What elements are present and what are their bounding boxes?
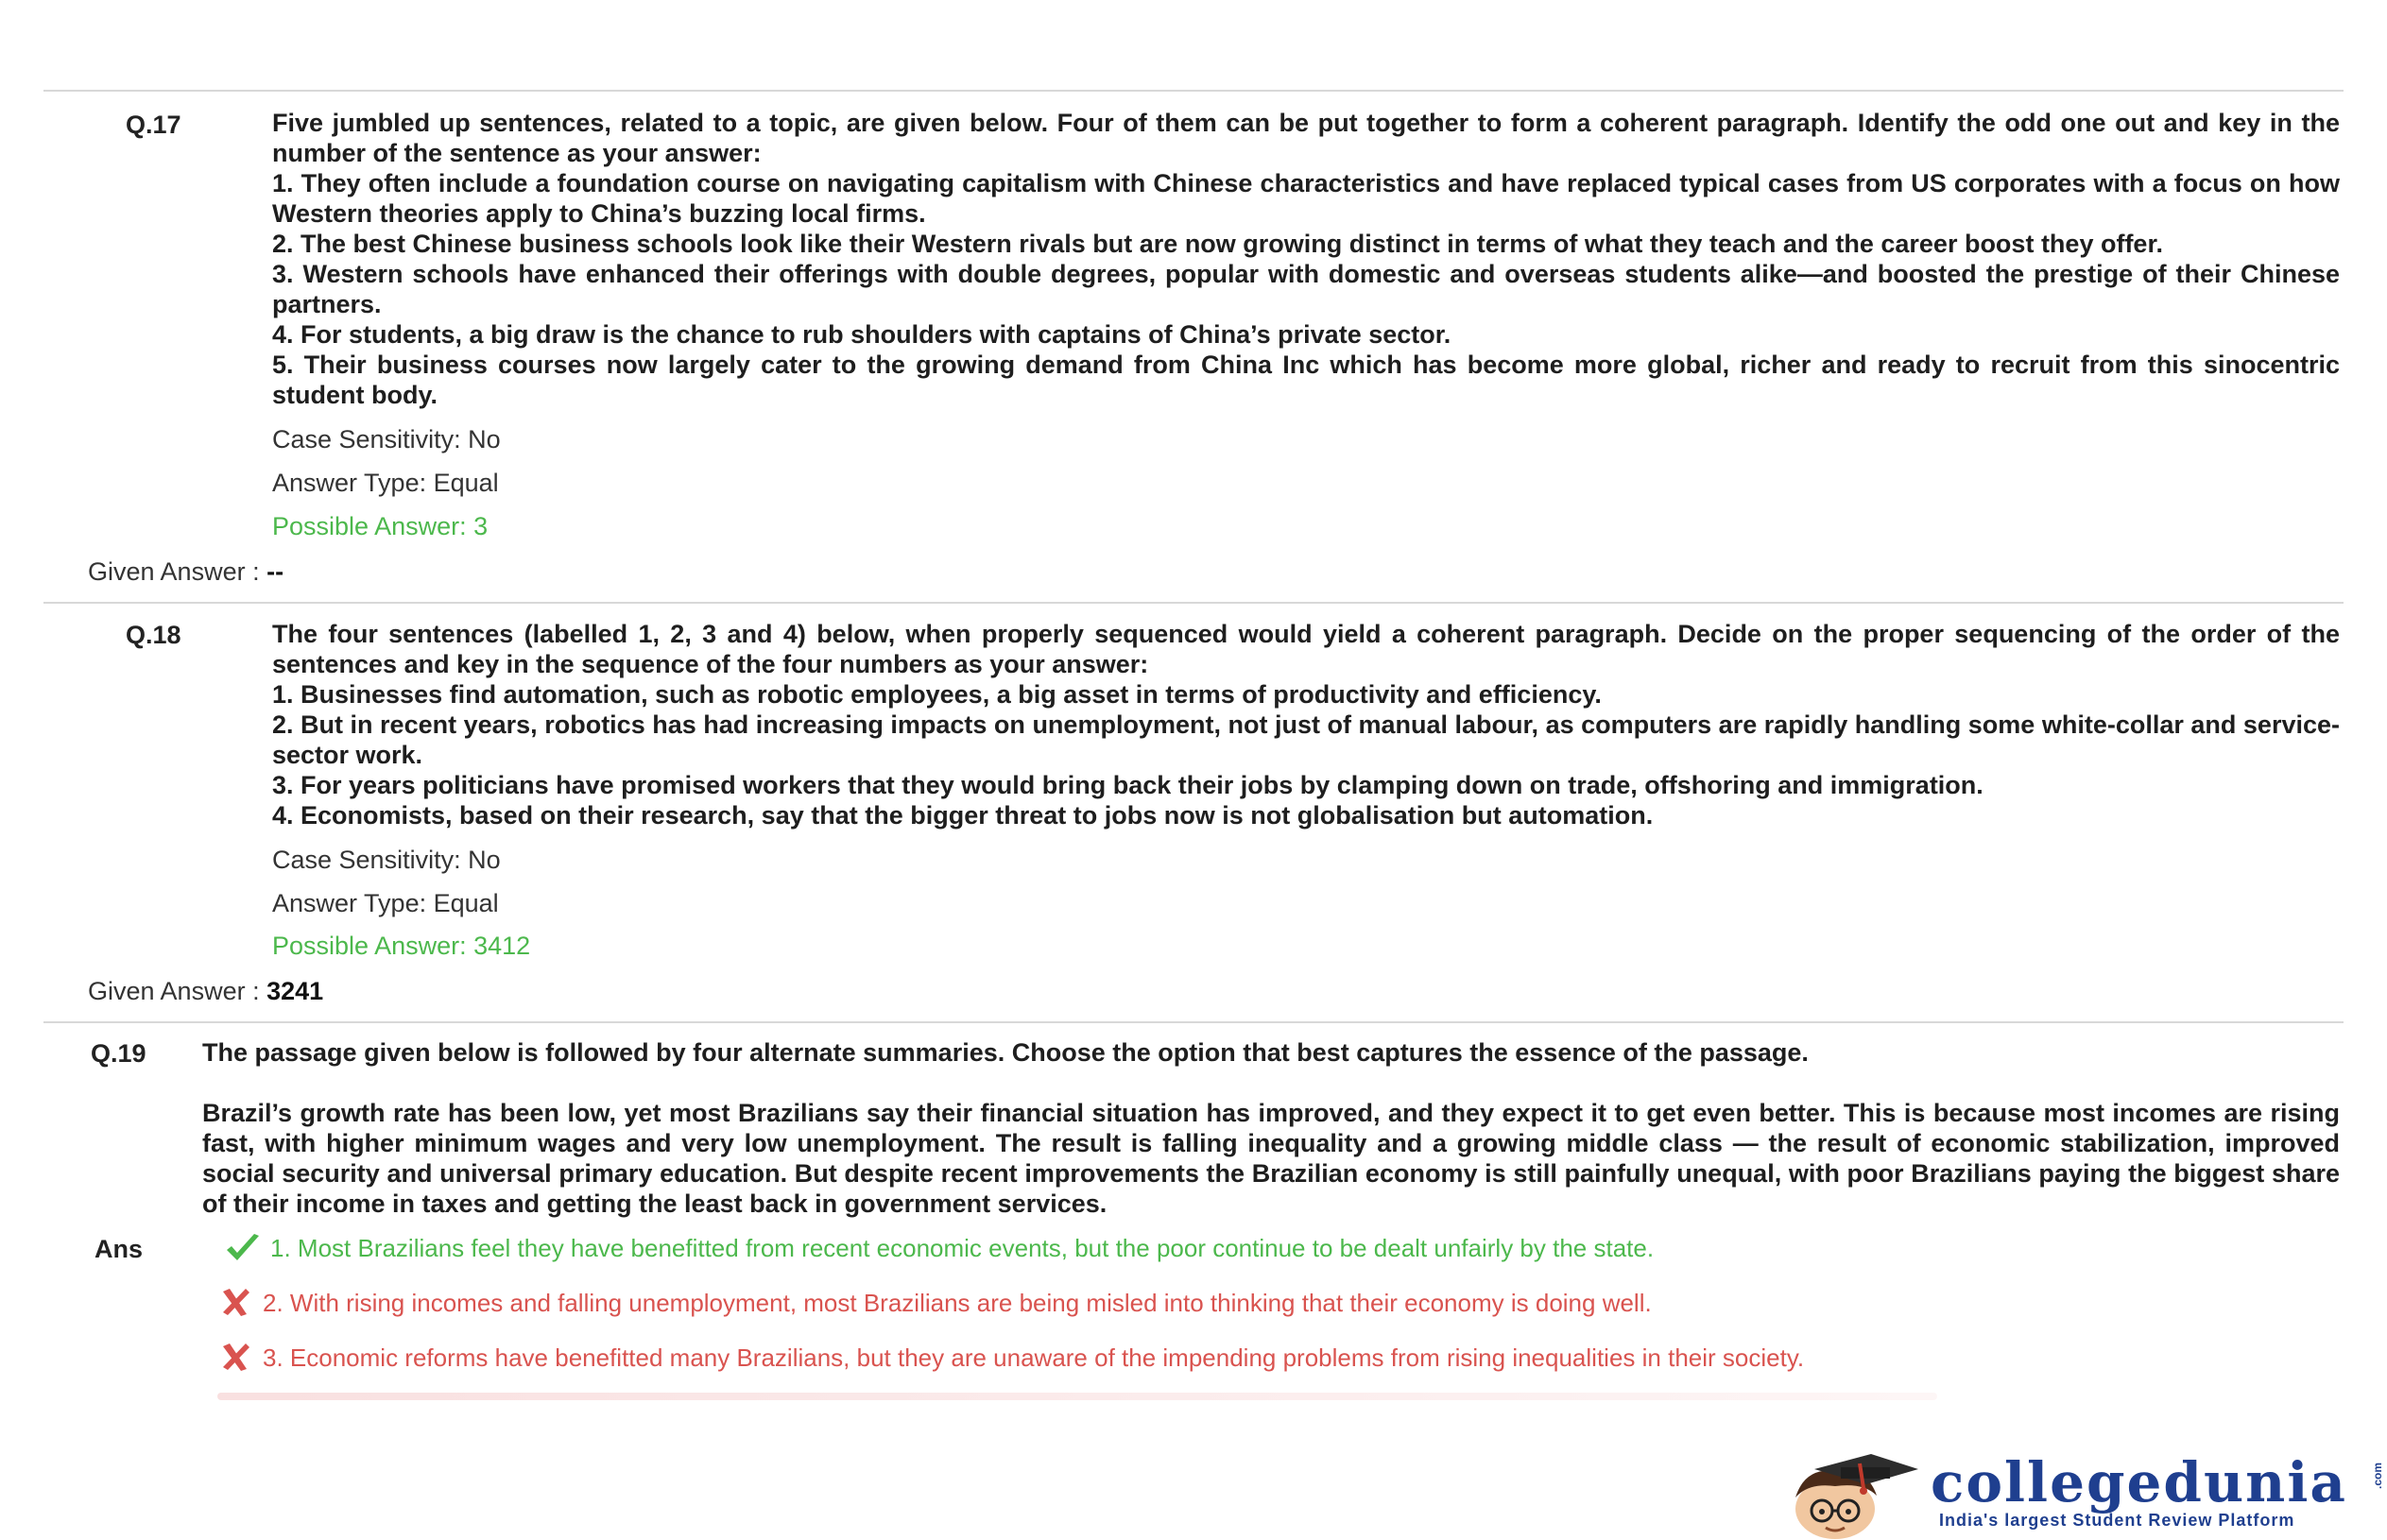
question-18-text — [272, 619, 2340, 830]
option-3-text: 3. Economic reforms have benefitted many Brazilians, but they are unaware of the impending problems from rising inequalities in their society. — [263, 1343, 1805, 1372]
q17-sentence-3: 3. Western schools have enhanced their offerings with double degrees, popular with domestic and overseas students alike—and boosted the prestige of their Chinese partners. — [272, 260, 2340, 318]
q17-case-sensitivity: Case Sensitivity: No — [272, 425, 501, 453]
cross-icon — [219, 1286, 251, 1318]
q18-given-answer — [88, 977, 323, 1006]
question-number-19: Q.19 — [91, 1039, 146, 1068]
question-19-passage: Brazil’s growth rate has been low, yet most Brazilians say their financial situation has improved, and they expect it to get even better. This is because most incomes are rising fast, with higher minimum wages and very low unemployment. The result is falling inequality and a growing middle class — the result of economic stabilization, improved social security and universal primary education. But despite recent improvements the Brazilian economy is still painfully unequal, with poor Brazilians paying the biggest share of their income in taxes and getting the least back in government services. — [202, 1099, 2340, 1218]
q18-answer-type: Answer Type: Equal — [272, 889, 499, 917]
option-2-text: 2. With rising incomes and falling unemployment, most Brazilians are being misled into thinking that their economy is doing well. — [263, 1289, 1652, 1317]
q17-possible-answer: Possible Answer: 3 — [272, 512, 489, 540]
logo-suffix: .com — [2371, 1462, 2385, 1490]
question-19-prompt: The passage given below is followed by four alternate summaries. Choose the option that best captures the essence of the passage. — [202, 1038, 1809, 1067]
divider-q17-q18 — [43, 602, 2344, 604]
top-divider — [43, 90, 2344, 92]
q18-stem: The four sentences (labelled 1, 2, 3 and 4) below, when properly sequenced would yield a coherent paragraph. Decide on the proper sequencing of the order of the sentences and key in the sequence of the four numbers as your answer: — [272, 620, 2340, 678]
q17-sentence-1: 1. They often include a foundation course on navigating capitalism with Chinese characteristics and have replaced typical cases from US corporates with a focus on how Western theories apply to China’s buzzing local firms. — [272, 169, 2340, 228]
q18-sentence-3: 3. For years politicians have promised workers that they would bring back their jobs by clamping down on trade, offshoring and immigration. — [272, 771, 1983, 799]
answers-label: Ans — [94, 1235, 144, 1263]
q18-possible-answer: Possible Answer: 3412 — [272, 932, 531, 960]
q18-sentence-4: 4. Economists, based on their research, say that the bigger threat to jobs now is not globalisation but automation. — [272, 801, 1654, 830]
q18-sentence-2: 2. But in recent years, robotics has had increasing impacts on unemployment, not just of manual labour, as computers are rapidly handling some white-collar and service-sector work. — [272, 710, 2340, 769]
q17-given-answer — [88, 557, 283, 587]
given-answer-label: Given Answer : — [88, 557, 260, 586]
divider-q18-q19 — [43, 1021, 2344, 1023]
option-3-wrong — [219, 1343, 1804, 1373]
q17-sentence-4: 4. For students, a big draw is the chance to rub shoulders with captains of China’s private sector. — [272, 320, 1451, 349]
cross-icon — [219, 1341, 251, 1373]
q17-sentence-5: 5. Their business courses now largely cater to the growing demand from China Inc which has become more global, richer and ready to recruit from this sinocentric student body. — [272, 351, 2340, 409]
option-1-text: 1. Most Brazilians feel they have benefitted from recent economic events, but the poor continue to be dealt unfairly by the state. — [270, 1234, 1655, 1262]
q18-case-sensitivity: Case Sensitivity: No — [272, 846, 501, 874]
given-answer-value: 3241 — [266, 977, 324, 1005]
student-mascot-icon — [1777, 1450, 1928, 1540]
logo-wordmark: collegedunia — [1931, 1450, 2347, 1514]
q18-sentence-1: 1. Businesses find automation, such as robotic employees, a big asset in terms of productivity and efficiency. — [272, 680, 1602, 709]
logo-tagline: India's largest Student Review Platform — [1939, 1511, 2295, 1530]
q17-stem: Five jumbled up sentences, related to a topic, are given below. Four of them can be put together to form a coherent paragraph. Identify the odd one out and key in the number of the sentence as your answer: — [272, 109, 2340, 167]
given-answer-label: Given Answer : — [88, 977, 260, 1005]
option-1-correct — [225, 1234, 1654, 1263]
q17-answer-type: Answer Type: Equal — [272, 469, 499, 497]
checkmark-icon — [225, 1232, 261, 1264]
cropped-next-option — [217, 1393, 1937, 1400]
question-17-text — [272, 108, 2340, 410]
option-2-wrong — [219, 1289, 1652, 1318]
given-answer-value: -- — [266, 557, 284, 586]
question-number-18: Q.18 — [126, 621, 181, 649]
question-number-17: Q.17 — [126, 111, 181, 139]
q17-sentence-2: 2. The best Chinese business schools look like their Western rivals but are now growing distinct in terms of what they teach and the career boost they offer. — [272, 230, 2163, 258]
collegedunia-logo — [1777, 1450, 2385, 1540]
